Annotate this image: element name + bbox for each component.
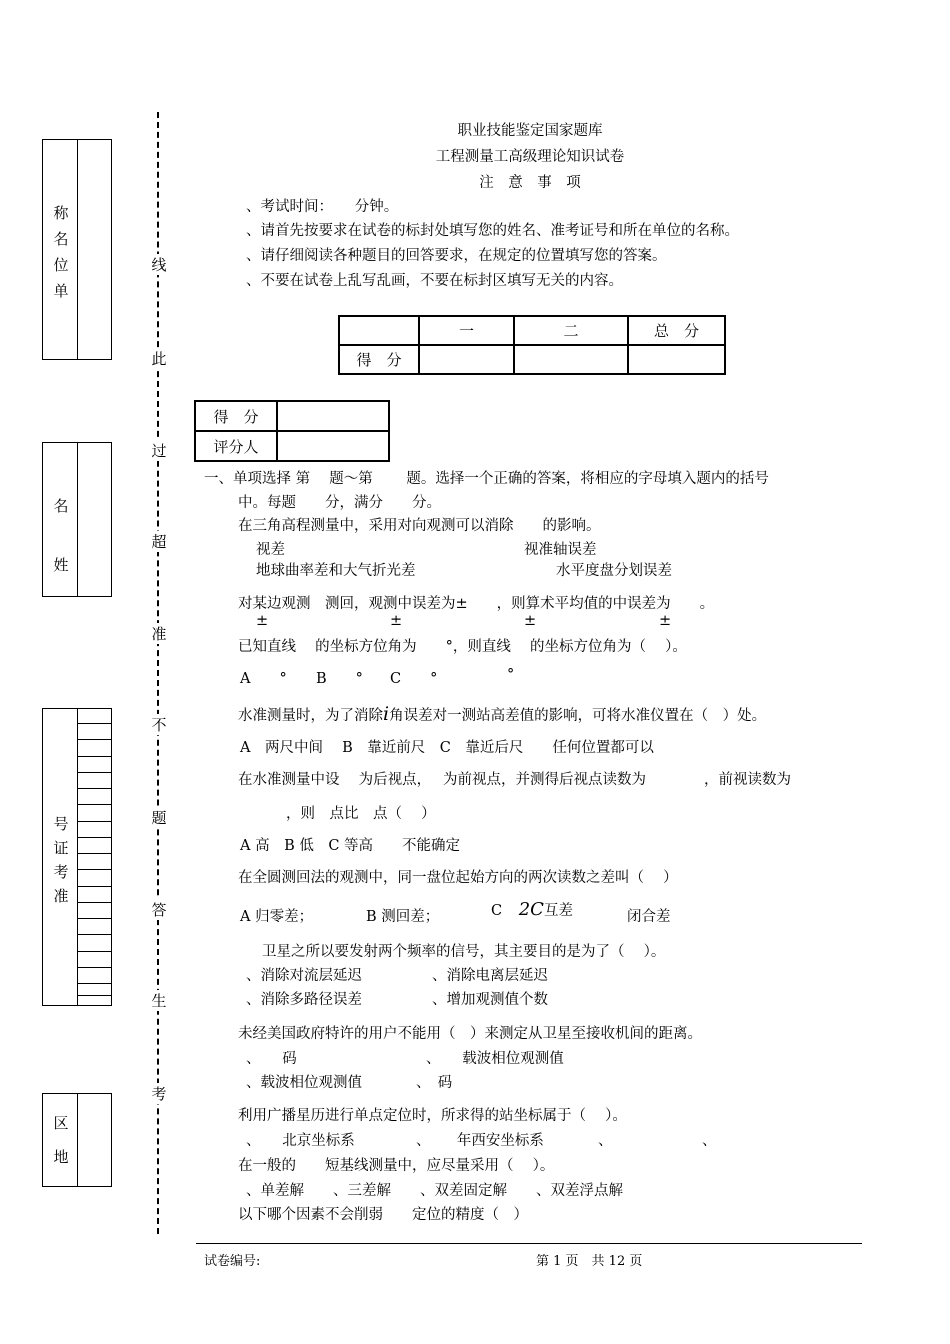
name-box — [42, 442, 112, 597]
q8-option-c: 、载波相位观测值 — [246, 1075, 362, 1091]
exam-number-box — [42, 708, 112, 1006]
q7-option-a: 、消除对流层延迟 — [246, 968, 362, 984]
q9-option-d: 、 — [702, 1133, 717, 1149]
region-label-1: 区 — [53, 1114, 69, 1132]
q8-option-a: 、 码 — [246, 1051, 297, 1067]
question-5-cont: ，则 点比 点（ ） — [286, 806, 436, 822]
q6-option-c-text: 互差 — [543, 903, 573, 919]
cut-line-char-6: 不 — [151, 716, 167, 734]
q3-option-b: B ° — [316, 671, 363, 687]
instruction-1: 、考试时间： 分钟。 — [246, 199, 399, 215]
cut-line-char-1: 线 — [151, 256, 167, 274]
q7-option-d: 、增加观测值个数 — [432, 992, 548, 1008]
q1-option-a: 视差 — [256, 542, 285, 558]
q10-options: 、单差解 、三差解 、双差固定解 、双差浮点解 — [246, 1183, 623, 1199]
cut-line-char-10: 考 — [151, 1085, 167, 1103]
q4-options: A 两尺中间 B 靠近前尺 C 靠近后尺 任何位置都可以 — [240, 740, 654, 756]
cut-line-char-9: 生 — [151, 992, 167, 1010]
instruction-2: 、请首先按要求在试卷的标封处填写您的姓名、准考证号和所在单位的名称。 — [246, 223, 739, 239]
region-label-2: 地 — [53, 1148, 69, 1166]
unit-label-2: 名 — [53, 230, 69, 248]
grader-score-cell[interactable] — [277, 401, 389, 431]
q8-option-b: 、 载波相位观测值 — [426, 1051, 564, 1067]
q4-text-post: 角误差对一测站高差值的影响，可将水准仪置在（ ）处。 — [389, 708, 767, 724]
q1-option-d: 水平度盘分划误差 — [556, 563, 672, 579]
exam-label-1: 号 — [53, 815, 69, 833]
exam-paper-title: 工程测量工高级理论知识试卷 — [435, 149, 625, 165]
name-label-2: 姓 — [53, 556, 69, 574]
unit-label-4: 单 — [53, 282, 69, 300]
cut-line-char-7: 题 — [151, 809, 167, 827]
score-header-section1: 一 — [419, 316, 514, 345]
q5-options: A 高 B 低 C 等高 不能确定 — [240, 838, 461, 854]
exam-number-field[interactable] — [78, 709, 111, 1005]
score-header-section2: 二 — [514, 316, 628, 345]
instruction-4: 、不要在试卷上乱写乱画，不要在标封区填写无关的内容。 — [246, 273, 623, 289]
q6-option-c — [491, 899, 573, 920]
unit-label-1: 称 — [53, 204, 69, 222]
question-5: 在水准测量中设 为后视点， 为前视点，并测得后视点读数为 ，前视读数为 — [238, 772, 791, 788]
q6-option-d: 闭合差 — [627, 909, 671, 925]
score-header-empty — [339, 316, 419, 345]
cut-line-char-4: 超 — [151, 533, 167, 551]
grader-name-label: 评分人 — [195, 431, 277, 461]
q4-i-symbol: i — [383, 703, 390, 725]
q3-option-a: A ° — [240, 671, 287, 687]
q6-option-c-letter: C — [491, 903, 503, 919]
cut-line-char-5: 准 — [151, 625, 167, 643]
exam-label-3: 考 — [53, 863, 69, 881]
q6-option-a: A 归零差； — [240, 909, 314, 925]
q9-option-b: 、 年西安坐标系 — [416, 1133, 544, 1149]
question-11: 以下哪个因素不会削弱 定位的精度（ ） — [238, 1207, 528, 1223]
question-4 — [238, 703, 766, 725]
unit-label-3: 位 — [53, 256, 69, 274]
footer-divider — [196, 1243, 862, 1244]
cut-line-char-2: 此 — [151, 350, 167, 368]
q1-option-c: 地球曲率差和大气折光差 — [256, 563, 416, 579]
exam-bank-title: 职业技能鉴定国家题库 — [457, 123, 603, 139]
q6-2c-symbol: 2C — [518, 899, 544, 920]
question-6: 在全圆测回法的观测中，同一盘位起始方向的两次读数之差叫（ ） — [238, 870, 678, 886]
unit-name-box — [42, 139, 112, 360]
grader-name-cell[interactable] — [277, 431, 389, 461]
q7-option-b: 、消除电离层延迟 — [432, 968, 548, 984]
question-2: 对某边观测 测回，观测中误差为± ，则算术平均值的中误差为 。 — [238, 596, 715, 612]
section1-title-cont: 中。每题 分，满分 分。 — [238, 495, 441, 511]
cut-line — [157, 112, 159, 1234]
q2-option-c: ± — [524, 613, 537, 629]
instruction-3: 、请仔细阅读各种题目的回答要求，在规定的位置填写您的答案。 — [246, 248, 667, 264]
question-9: 利用广播星历进行单点定位时，所求得的站坐标属于（ ）。 — [238, 1108, 627, 1124]
question-1: 在三角高程测量中，采用对向观测可以消除 的影响。 — [238, 518, 601, 534]
score-cell-section2[interactable] — [514, 345, 628, 374]
q8-option-d: 、 码 — [416, 1075, 453, 1091]
q3-option-d: ° — [507, 667, 515, 683]
exam-label-4: 准 — [53, 887, 69, 905]
score-row-label: 得 分 — [339, 345, 419, 374]
notice-title: 注 意 事 项 — [479, 175, 581, 191]
q7-option-c: 、消除多路径误差 — [246, 992, 362, 1008]
score-cell-section1[interactable] — [419, 345, 514, 374]
cut-line-char-8: 答 — [151, 901, 167, 919]
question-7: 卫星之所以要发射两个频率的信号，其主要目的是为了（ ）。 — [262, 944, 666, 960]
q9-option-a: 、 北京坐标系 — [246, 1133, 355, 1149]
q2-option-b: ± — [390, 613, 403, 629]
region-box — [42, 1093, 112, 1187]
section1-title: 一、单项选择 第 题～第 题。选择一个正确的答案，将相应的字母填入题内的括号 — [204, 471, 769, 487]
q6-option-b: B 测回差； — [366, 909, 440, 925]
unit-name-field[interactable] — [78, 140, 111, 359]
exam-label-2: 证 — [53, 839, 69, 857]
score-header-total: 总 分 — [628, 316, 725, 345]
score-cell-total[interactable] — [628, 345, 725, 374]
q9-option-c: 、 — [598, 1133, 613, 1149]
score-table — [338, 315, 726, 375]
question-10: 在一般的 短基线测量中，应尽量采用（ ）。 — [238, 1158, 555, 1174]
region-field[interactable] — [78, 1094, 111, 1186]
grader-table — [194, 400, 390, 462]
q2-option-d: ± — [659, 613, 672, 629]
q1-option-b: 视准轴误差 — [524, 542, 597, 558]
name-field[interactable] — [78, 443, 111, 596]
cut-line-char-3: 过 — [151, 442, 167, 460]
name-label-1: 名 — [53, 497, 69, 515]
q3-option-c: C ° — [390, 671, 438, 687]
question-3: 已知直线 的坐标方位角为 °，则直线 的坐标方位角为（ ）。 — [238, 639, 687, 655]
q4-text-pre: 水准测量时，为了消除 — [238, 708, 383, 724]
page-indicator: 第 1 页 共 12 页 — [536, 1254, 643, 1269]
question-8: 未经美国政府特许的用户不能用（ ）来测定从卫星至接收机间的距离。 — [238, 1026, 702, 1042]
q2-option-a: ± — [256, 613, 269, 629]
grader-score-label: 得 分 — [195, 401, 277, 431]
paper-number-label: 试卷编号: — [204, 1254, 261, 1269]
